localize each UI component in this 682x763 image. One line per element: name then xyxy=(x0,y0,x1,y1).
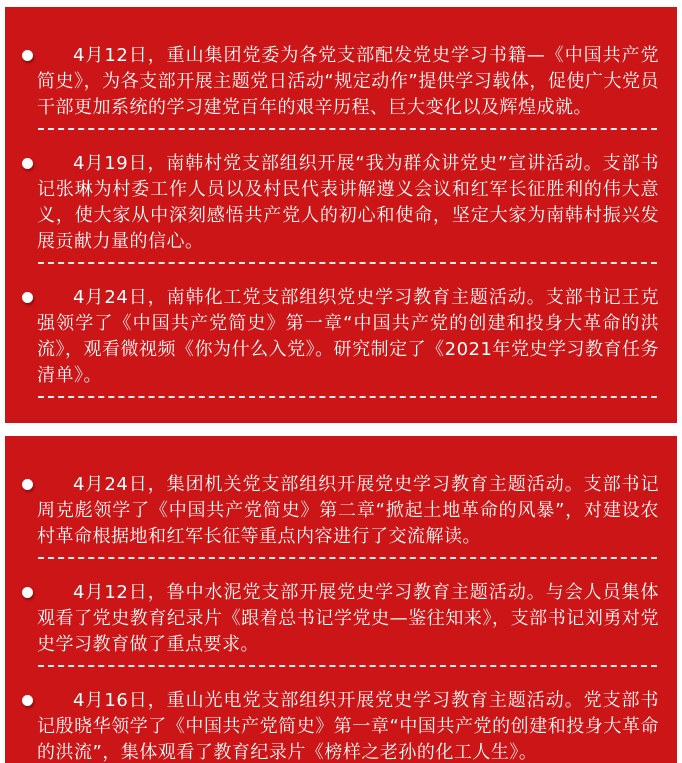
dashed-divider xyxy=(38,262,657,264)
bullet-icon xyxy=(22,587,33,598)
activity-text: ，南韩化工党支部组织党史学习教育主题活动。支部书记王克强领学了《中国共产党简史》第一章“中国共产党的创建和投身大革命的洪流》，观看微视频《你为什么入党》。研究制定了《2021年党史学习教育任务清单》。 xyxy=(37,287,660,386)
list-item xyxy=(37,580,659,667)
activity-text: ，南韩村党支部组织开展“我为群众讲党史”宣讲活动。支部书记张琳为村委工作人员以及村民代表讲解遵义会议和红军长征胜利的伟大意义，使大家从中深刻感悟共产党人的初心和使命，坚定大家为南韩村振兴发展贡献力量的信心。 xyxy=(37,153,659,252)
activity-date: 4月24日 xyxy=(73,474,148,495)
red-panel-1 xyxy=(5,7,677,423)
activity-paragraph xyxy=(37,151,659,255)
bullet-icon xyxy=(22,292,33,303)
activity-date: 4月19日 xyxy=(73,153,148,174)
list-item xyxy=(37,688,659,763)
activity-paragraph xyxy=(37,43,659,121)
activity-paragraph xyxy=(37,285,659,389)
dashed-divider xyxy=(38,128,657,130)
bullet-icon xyxy=(22,695,33,706)
activity-date: 4月16日 xyxy=(73,690,148,711)
bullet-icon xyxy=(22,50,33,61)
bullet-icon xyxy=(22,479,33,490)
activity-date: 4月12日 xyxy=(73,45,148,66)
dashed-divider xyxy=(38,396,657,398)
activity-text: ，鲁中水泥党支部开展党史学习教育主题活动。与会人员集体观看了党史教育纪录片《跟着总书记学党史—鉴往知来》，支部书记刘勇对党史学习教育做了重点要求。 xyxy=(37,582,660,655)
list-item xyxy=(37,151,659,264)
activity-paragraph xyxy=(37,688,659,763)
list-item xyxy=(37,43,659,130)
list-item xyxy=(37,472,659,559)
activity-date: 4月12日 xyxy=(73,582,148,603)
dashed-divider xyxy=(38,665,657,667)
activity-paragraph xyxy=(37,580,659,658)
list-item xyxy=(37,285,659,398)
activity-date: 4月24日 xyxy=(73,287,148,308)
activity-paragraph xyxy=(37,472,659,550)
activity-text: ，重山集团党委为各党支部配发党史学习书籍—《中国共产党简史》，为各支部开展主题党日活动“规定动作”提供学习载体，促使广大党员干部更加系统的学习建党百年的艰辛历程、巨大变化以及辉煌成就。 xyxy=(37,45,660,118)
activity-text: ，重山光电党支部组织开展党史学习教育主题活动。党支部书记殷晓华领学了《中国共产党简史》第一章“中国共产党的创建和投身大革命的洪流”，集体观看了教育纪录片《榜样之老孙的化工人生》。 xyxy=(37,690,660,763)
dashed-divider xyxy=(38,557,657,559)
activity-text: ，集团机关党支部组织开展党史学习教育主题活动。支部书记周克彪领学了《中国共产党简史》第二章“掀起土地革命的风暴”，对建设农村革命根据地和红军长征等重点内容进行了交流解读。 xyxy=(37,474,660,547)
bullet-icon xyxy=(22,158,33,169)
red-panel-2 xyxy=(5,436,677,763)
